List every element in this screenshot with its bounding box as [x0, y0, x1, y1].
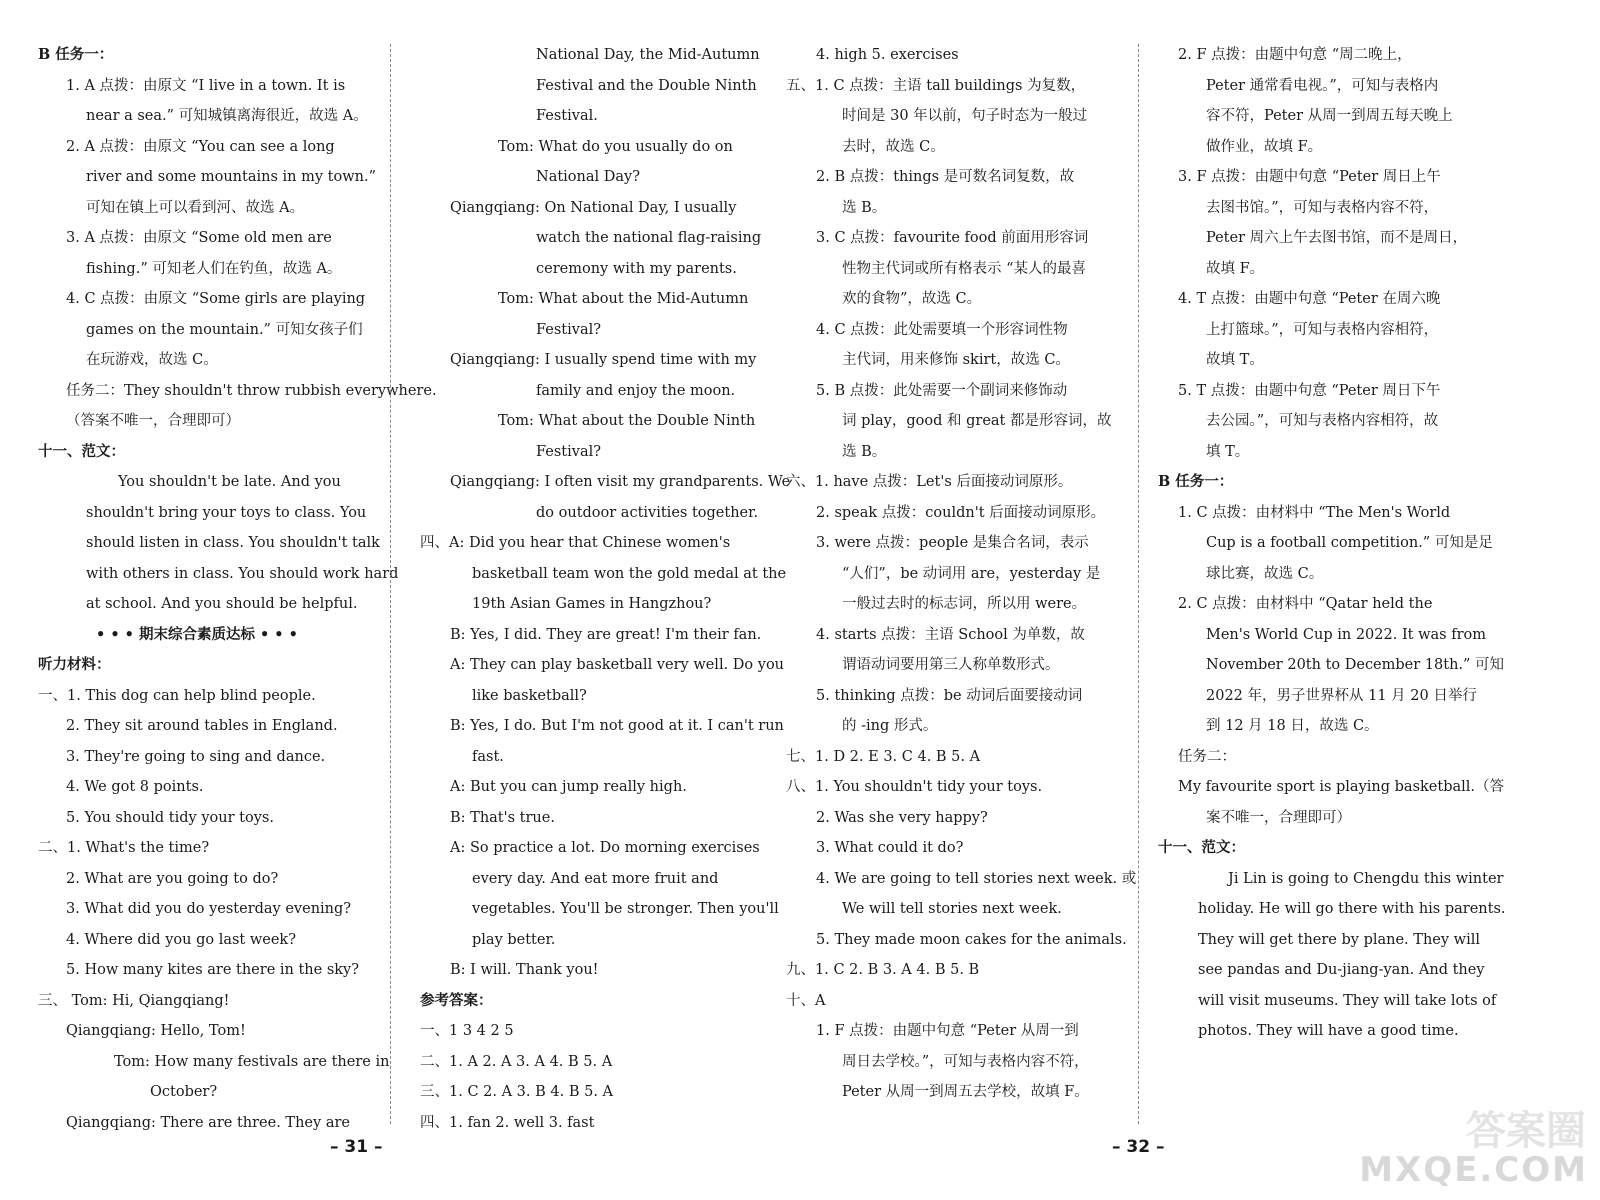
text-line: 5. They made moon cakes for the animals.: [816, 931, 1127, 948]
text-line: Peter 通常看电视。”，可知与表格内: [1206, 77, 1439, 94]
text-line: will visit museums. They will take lots of: [1198, 992, 1497, 1009]
text-line: 十、A: [786, 992, 826, 1009]
text-line: 3. What did you do yesterday evening?: [66, 901, 352, 917]
text-line: Cup is a football competition.” 可知是足: [1206, 535, 1493, 551]
text-line: watch the national flag-raising: [536, 230, 762, 246]
text-line: 1. F 点拨：由题中句意 “Peter 从周一到: [816, 1023, 1079, 1039]
text-line: 4. C 点拨：由原文 “Some girls are playing: [66, 291, 366, 307]
text-line: November 20th to December 18th.” 可知: [1206, 657, 1505, 673]
text-line: October?: [150, 1084, 218, 1100]
text-line: Peter 周六上午去图书馆，而不是周日，: [1206, 230, 1468, 246]
text-line: 3. They're going to sing and dance.: [66, 748, 326, 765]
text-line: 2. A 点拨：由原文 “You can see a long: [66, 138, 335, 155]
text-line: Qiangqiang: I usually spend time with my: [450, 352, 757, 368]
text-line: We will tell stories next week.: [842, 901, 1062, 917]
text-line: 一、1 3 4 2 5: [420, 1023, 514, 1039]
text-line: 3. What could it do?: [816, 840, 964, 856]
text-line: basketball team won the gold medal at the: [472, 565, 787, 582]
text-line: B: That's true.: [450, 809, 555, 826]
text-line: • • • 期末综合素质达标 • • •: [96, 625, 298, 643]
text-line: Tom: What about the Double Ninth: [498, 413, 756, 429]
text-line: 填 T。: [1206, 443, 1250, 460]
text-line: 任务二：They shouldn't throw rubbish everywhere.: [66, 382, 437, 399]
text-line: B 任务一：: [1158, 473, 1234, 490]
text-line: 5. B 点拨：此处需要一个副词来修饰动: [816, 382, 1068, 399]
text-line: 听力材料：: [38, 656, 111, 673]
text-line: fishing.” 可知老人们在钓鱼，故选 A。: [86, 260, 342, 277]
text-line: 的 -ing 形式。: [842, 718, 938, 734]
text-line: （答案不唯一，合理即可）: [66, 413, 240, 429]
text-line: 八、1. You shouldn't tidy your toys.: [786, 779, 1043, 795]
column-1: [30, 40, 437, 1138]
text-line: 4. high 5. exercises: [816, 47, 959, 63]
text-line: shouldn't bring your toys to class. You: [86, 504, 367, 521]
text-line: Festival and the Double Ninth: [536, 77, 757, 94]
text-line: 2. F 点拨：由题中句意 “周二晚上，: [1178, 47, 1412, 63]
text-line: 4. starts 点拨：主语 School 为单数，故: [816, 626, 1085, 643]
text-line: 故填 T。: [1206, 352, 1264, 368]
text-line: 2. They sit around tables in England.: [66, 718, 338, 734]
text-line: 5. How many kites are there in the sky?: [66, 962, 360, 978]
text-line: 2. B 点拨：things 是可数名词复数，故: [816, 169, 1075, 185]
text-line: 时间是 30 年以前，句子时态为一般过: [842, 108, 1088, 124]
text-line: 一般过去时的标志词，所以用 were。: [842, 596, 1087, 612]
text-line: B: I will. Thank you!: [450, 962, 599, 978]
text-line: 案不唯一，合理即可）: [1206, 809, 1351, 826]
watermark-logo: 答案圈: [1466, 1108, 1586, 1154]
text-line: 三、 Tom: Hi, Qiangqiang!: [38, 992, 230, 1009]
text-line: 四、A: Did you hear that Chinese women's: [420, 535, 731, 551]
text-line: 2022 年，男子世界杯从 11 月 20 日举行: [1206, 687, 1477, 704]
text-line: 4. T 点拨：由题中句意 “Peter 在周六晚: [1178, 291, 1441, 307]
text-line: near a sea.” 可知城镇离海很近，故选 A。: [86, 108, 368, 124]
text-line: 七、1. D 2. E 3. C 4. B 5. A: [786, 748, 981, 765]
text-line: 3. A 点拨：由原文 “Some old men are: [66, 230, 332, 246]
text-line: Festival.: [536, 108, 598, 124]
text-line: 词 play，good 和 great 都是形容词，故: [842, 413, 1112, 429]
text-line: do outdoor activities together.: [536, 504, 759, 521]
text-line: National Day?: [536, 169, 640, 185]
text-line: 主代词，用来修饰 skirt，故选 C。: [842, 352, 1070, 368]
watermark-url: MXQE.COM: [1359, 1150, 1588, 1190]
text-line: 二、1. A 2. A 3. A 4. B 5. A: [420, 1053, 613, 1070]
text-line: should listen in class. You shouldn't talk: [86, 535, 380, 551]
text-line: 19th Asian Games in Hangzhou?: [472, 596, 712, 612]
text-line: 欢的食物”，故选 C。: [842, 291, 982, 307]
text-line: family and enjoy the moon.: [536, 382, 736, 399]
text-line: Tom: What do you usually do on: [498, 138, 733, 155]
text-line: 球比赛，故选 C。: [1206, 565, 1324, 582]
text-line: Tom: What about the Mid-Autumn: [498, 291, 749, 307]
text-line: Qiangqiang: There are three. They are: [66, 1114, 350, 1131]
text-line: 一、1. This dog can help blind people.: [38, 687, 316, 704]
column-3: [772, 40, 1137, 1108]
text-line: photos. They will have a good time.: [1198, 1023, 1459, 1039]
text-line: 5. You should tidy your toys.: [66, 809, 274, 826]
text-line: 1. A 点拨：由原文 “I live in a town. It is: [66, 77, 346, 94]
page-number-left: – 31 –: [330, 1137, 383, 1157]
text-line: 4. We are going to tell stories next week. 或: [816, 870, 1137, 887]
text-line: 4. Where did you go last week?: [66, 931, 296, 948]
text-line: B 任务一：: [38, 46, 114, 63]
text-line: Festival?: [536, 443, 602, 460]
text-line: 2. C 点拨：由材料中 “Qatar held the: [1178, 596, 1433, 612]
text-line: 3. F 点拨：由题中句意 “Peter 周日上午: [1178, 169, 1441, 185]
text-line: A: But you can jump really high.: [450, 779, 687, 795]
text-line: 容不符，Peter 从周一到周五每天晚上: [1206, 108, 1453, 124]
text-line: Festival?: [536, 321, 602, 338]
text-line: fast.: [472, 748, 504, 765]
text-line: 到 12 月 18 日，故选 C。: [1206, 718, 1379, 734]
text-line: A: So practice a lot. Do morning exercises: [450, 840, 760, 856]
column-4: [1150, 40, 1506, 1047]
column-2: [400, 40, 791, 1138]
text-line: vegetables. You'll be stronger. Then you'll: [472, 901, 779, 917]
text-line: 六、1. have 点拨：Let's 后面接动词原形。: [786, 474, 1073, 490]
text-line: 2. Was she very happy?: [816, 809, 988, 826]
text-line: games on the mountain.” 可知女孩子们: [86, 321, 363, 338]
column-divider: [1138, 44, 1139, 1124]
text-line: at school. And you should be helpful.: [86, 596, 358, 612]
text-line: 去时，故选 C。: [842, 138, 945, 155]
text-line: 4. C 点拨：此处需要填一个形容词性物: [816, 321, 1068, 338]
text-line: Tom: How many festivals are there in: [114, 1053, 390, 1070]
text-line: 2. speak 点拨：couldn't 后面接动词原形。: [816, 504, 1106, 521]
text-line: 可知在镇上可以看到河、故选 A。: [86, 199, 305, 216]
text-line: play better.: [472, 931, 556, 948]
text-line: Qiangqiang: On National Day, I usually: [450, 199, 737, 216]
text-line: Ji Lin is going to Chengdu this winter: [1228, 870, 1504, 887]
text-line: Men's World Cup in 2022. It was from: [1206, 626, 1486, 643]
text-line: 去公园。”，可知与表格内容相符，故: [1206, 413, 1439, 429]
text-line: A: They can play basketball very well. Do you: [450, 657, 785, 673]
text-line: 选 B。: [842, 443, 887, 460]
text-line: “人们”，be 动词用 are，yesterday 是: [842, 565, 1101, 582]
text-line: ceremony with my parents.: [536, 260, 737, 277]
text-line: 做作业，故填 F。: [1206, 138, 1323, 155]
text-line: National Day, the Mid-Autumn: [536, 47, 760, 63]
text-line: 5. thinking 点拨：be 动词后面要接动词: [816, 687, 1083, 704]
text-line: 在玩游戏，故选 C。: [86, 352, 218, 368]
text-line: with others in class. You should work hard: [86, 565, 399, 582]
text-line: 上打篮球。”，可知与表格内容相符，: [1206, 321, 1439, 338]
text-line: 周日去学校。”，可知与表格内容不符，: [842, 1053, 1089, 1070]
text-line: holiday. He will go there with his parents.: [1198, 901, 1506, 917]
text-line: Qiangqiang: Hello, Tom!: [66, 1023, 246, 1039]
text-line: B: Yes, I did. They are great! I'm their fan.: [450, 626, 762, 643]
text-line: 二、1. What's the time?: [38, 840, 210, 856]
text-line: My favourite sport is playing basketball.（答: [1178, 779, 1505, 795]
text-line: like basketball?: [472, 687, 587, 704]
text-line: see pandas and Du-jiang-yan. And they: [1198, 962, 1485, 978]
text-line: B: Yes, I do. But I'm not good at it. I can't run: [450, 718, 784, 734]
text-line: 故填 F。: [1206, 260, 1265, 277]
text-line: 去图书馆。”，可知与表格内容不符，: [1206, 199, 1439, 216]
text-line: 三、1. C 2. A 3. B 4. B 5. A: [420, 1084, 614, 1100]
text-line: Qiangqiang: I often visit my grandparents. We: [450, 474, 791, 490]
text-line: 性物主代词或所有格表示 “某人的最喜: [842, 260, 1087, 277]
page-number-right: – 32 –: [1112, 1137, 1165, 1157]
text-line: 任务二：: [1178, 748, 1236, 765]
text-line: 3. were 点拨：people 是集合名词，表示: [816, 535, 1089, 551]
text-line: They will get there by plane. They will: [1198, 931, 1480, 948]
text-line: river and some mountains in my town.”: [86, 169, 376, 185]
text-line: 九、1. C 2. B 3. A 4. B 5. B: [786, 962, 980, 978]
column-divider: [390, 44, 391, 1124]
text-line: 十一、范文：: [38, 442, 125, 460]
text-line: 谓语动词要用第三人称单数形式。: [842, 657, 1060, 673]
text-line: 3. C 点拨：favourite food 前面用形容词: [816, 230, 1089, 246]
text-line: 选 B。: [842, 199, 887, 216]
text-line: 5. T 点拨：由题中句意 “Peter 周日下午: [1178, 382, 1441, 399]
text-line: 2. What are you going to do?: [66, 870, 279, 887]
text-line: 四、1. fan 2. well 3. fast: [420, 1114, 595, 1131]
text-line: 五、1. C 点拨：主语 tall buildings 为复数，: [786, 77, 1086, 94]
text-line: 十一、范文：: [1158, 839, 1245, 856]
text-line: 1. C 点拨：由材料中 “The Men's World: [1178, 504, 1451, 521]
text-line: Peter 从周一到周五去学校，故填 F。: [842, 1084, 1089, 1100]
text-line: 4. We got 8 points.: [66, 779, 204, 795]
text-line: You shouldn't be late. And you: [118, 474, 341, 490]
text-line: 参考答案：: [420, 991, 493, 1009]
text-line: every day. And eat more fruit and: [472, 870, 719, 887]
